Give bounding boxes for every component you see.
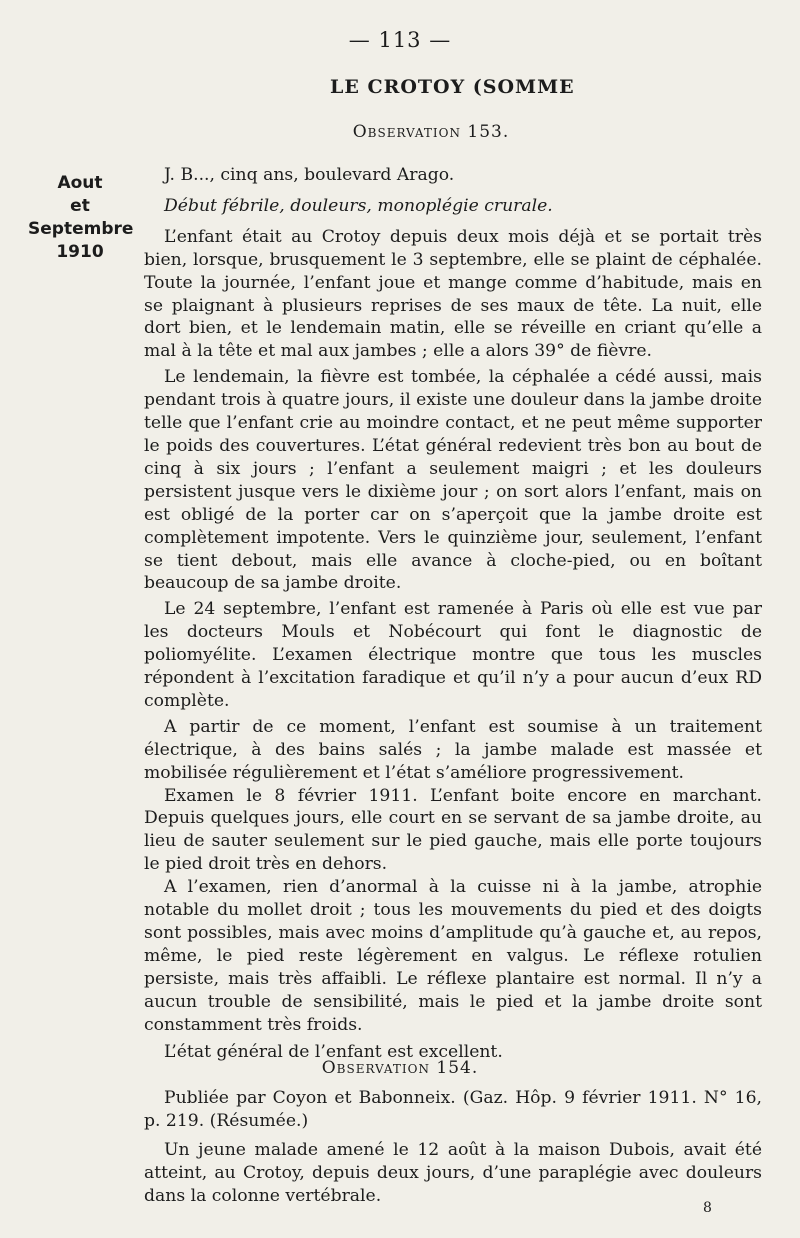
paragraph: Un jeune malade amené le 12 août à la maison Dubois, avait été atteint, au Crotoy, depuis deux jours, d’une paraplégie avec douleurs dans la colonne vertébrale. bbox=[144, 1139, 762, 1206]
margin-note-date bbox=[28, 172, 132, 264]
margin-note-line: Septembre bbox=[28, 219, 134, 239]
paragraph: L’état général de l’enfant est excellent. bbox=[164, 1041, 503, 1062]
paragraph: L’enfant était au Crotoy depuis deux mois déjà et se portait très bien, lorsque, brusquement le 3 septembre, elle se plaint de céphalée. Toute la journée, l’enfant joue et mange comme d’habitude, mais en se plaignant à plusieurs reprises de ses maux de tête. La nuit, elle dort bien, et le lendemain matin, elle se réveille en criant qu’elle a mal à la tête et mal aux jambes ; elle a alors 39° de fièvre. bbox=[144, 226, 762, 362]
observation-153-body bbox=[144, 164, 762, 1063]
margin-note-line: Aout bbox=[57, 173, 103, 193]
case-subtitle: Début fébrile, douleurs, monoplégie crurale. bbox=[164, 195, 553, 216]
paragraph: Le lendemain, la fièvre est tombée, la céphalée a cédé aussi, mais pendant trois à quatre jours, il existe une douleur dans la jambe droite telle que l’enfant crie au moindre contact, et ne peut même supporter le poids des couvertures. L’état général redevient très bon au bout de cinq à six jours ; l’enfant a seulement maigri ; et les douleurs persistent jusque vers le dixième jour ; on sort alors l’enfant, mais on est obligé de la porter car on s’aperçoit que la jambe droite est complètement impotente. Vers le quinzième jour, seulement, l’enfant se tient debout, mais elle avance à cloche-pied, ou en boîtant beaucoup de sa jambe droite. bbox=[144, 367, 762, 594]
paragraph: A partir de ce moment, l’enfant est soumise à un traitement électrique, à des bains salés ; la jambe malade est massée et mobilisée régulièrement et l’état s’améliore progressivement. bbox=[144, 716, 762, 783]
place-heading: LE CROTOY (SOMME bbox=[330, 76, 575, 98]
citation: Publiée par Coyon et Babonneix. (Gaz. Hôp. 9 février 1911. N° 16, p. 219. (Résumée.) bbox=[144, 1088, 762, 1131]
paragraph: Le 24 septembre, l’enfant est ramenée à Paris où elle est vue par les docteurs Mouls et Nobécourt qui font le diagnostic de poliomyélite. L’examen électrique montre que tous les muscles répondent à l’excitation faradique et qu’il n’y a pour aucun d’eux RD complète. bbox=[144, 599, 762, 711]
patient-line: J. B..., cinq ans, boulevard Arago. bbox=[164, 165, 455, 185]
paragraph: A l’examen, rien d’anormal à la cuisse ni à la jambe, atrophie notable du mollet droit ; tous les mouvements du pied et des doigts sont possibles, mais avec moins d’amplitude qu’à gauche et, au repos, même, le pied reste légèrement en valgus. Le réflexe rotulien persiste, mais très affaibli. Le réflexe plantaire est normal. Il n’y a aucun trouble de sensibilité, mais le pied et la jambe droite sont constamment très froids. bbox=[144, 877, 762, 1035]
observation-154-body bbox=[144, 1087, 762, 1208]
signature-mark: 8 bbox=[703, 1200, 712, 1216]
page-number: — 113 — bbox=[348, 28, 452, 52]
margin-note-line: et bbox=[70, 196, 90, 216]
observation-153-heading: Observation 153. bbox=[352, 122, 510, 142]
observation-154-heading: Observation 154. bbox=[321, 1058, 479, 1078]
margin-note-line: 1910 bbox=[56, 242, 104, 262]
paragraph: Examen le 8 février 1911. L’enfant boite encore en marchant. Depuis quelques jours, elle court en se servant de sa jambe droite, au lieu de sauter seulement sur le pied gauche, mais elle porte toujours le pied droit très en dehors. bbox=[144, 785, 762, 875]
